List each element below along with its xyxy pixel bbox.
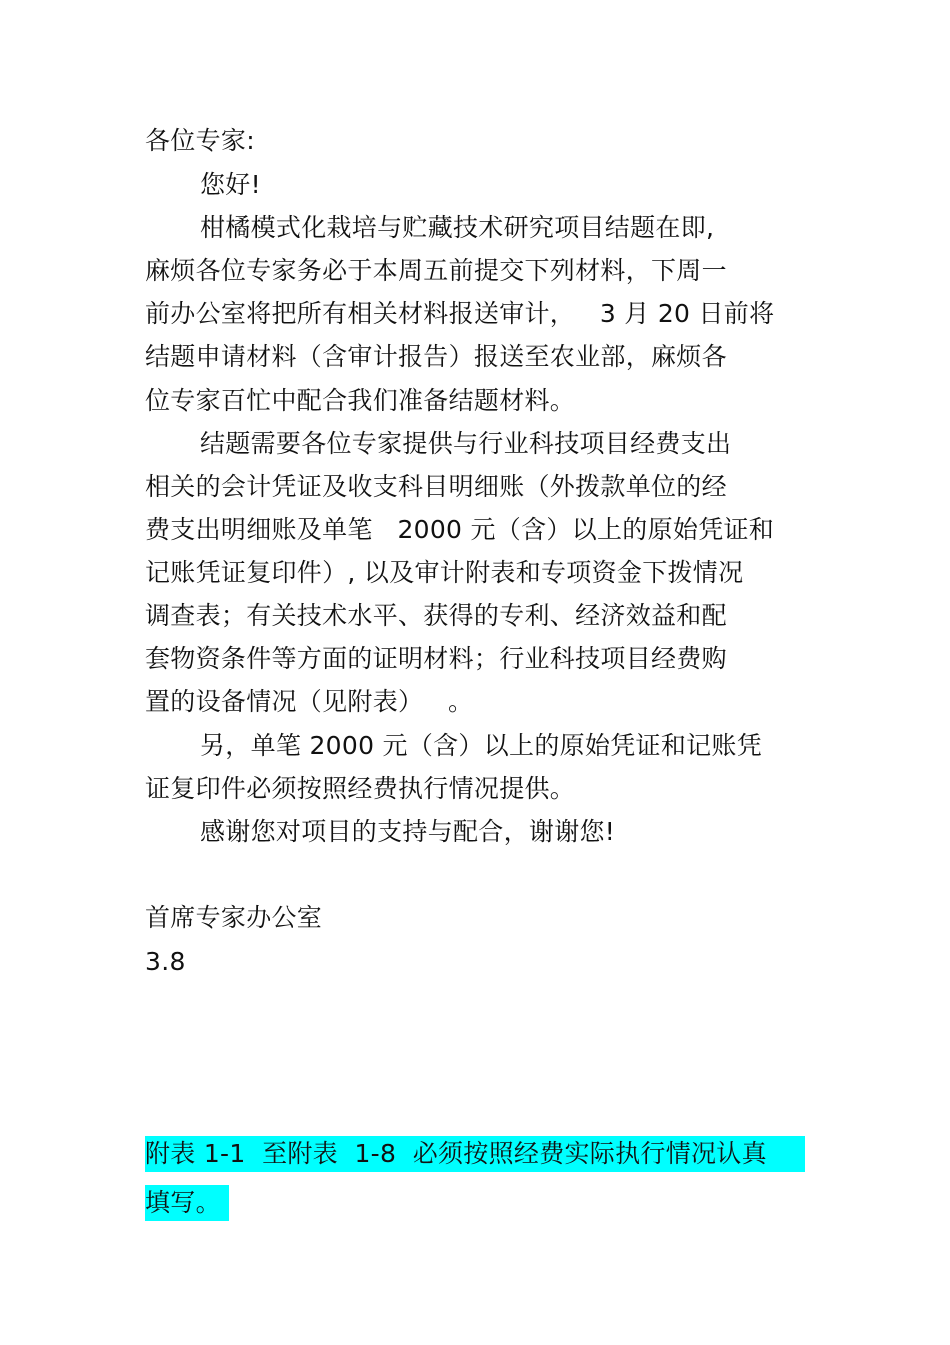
paragraph-line: 柑橘模式化栽培与贮藏技术研究项目结题在即, [200, 213, 715, 242]
paragraph-line: 记账凭证复印件）, 以及审计附表和专项资金下拨情况 [145, 558, 744, 587]
greeting: 各位专家: [145, 126, 255, 155]
signature-date: 3.8 [145, 947, 186, 976]
salutation: 您好! [200, 170, 261, 199]
paragraph-line: 结题需要各位专家提供与行业科技项目经费支出 [200, 429, 732, 458]
paragraph-line: 调查表；有关技术水平、获得的专利、经济效益和配 [145, 601, 727, 630]
paragraph-line: 费支出明细账及单笔 2000 元（含）以上的原始凭证和 [145, 515, 775, 544]
paragraph-line: 位专家百忙中配合我们准备结题材料。 [145, 386, 576, 415]
paragraph-line: 麻烦各位专家务必于本周五前提交下列材料，下周一 [145, 256, 727, 285]
paragraph-line: 置的设备情况（见附表） 。 [145, 687, 474, 716]
highlighted-note-line-2: 填写。 [145, 1185, 229, 1221]
paragraph-line: 前办公室将把所有相关材料报送审计， 3 月 20 日前将 [145, 299, 775, 328]
thanks-line: 感谢您对项目的支持与配合，谢谢您! [200, 817, 616, 846]
paragraph-line: 结题申请材料（含审计报告）报送至农业部，麻烦各 [145, 342, 727, 371]
paragraph-line: 相关的会计凭证及收支科目明细账（外拨款单位的经 [145, 472, 727, 501]
paragraph-line: 另，单笔 2000 元（含）以上的原始凭证和记账凭 [200, 731, 763, 760]
signature-office: 首席专家办公室 [145, 903, 323, 932]
paragraph-line: 套物资条件等方面的证明材料；行业科技项目经费购 [145, 644, 727, 673]
paragraph-line: 证复印件必须按照经费执行情况提供。 [145, 774, 576, 803]
highlighted-note-line-1: 附表 1-1 至附表 1-8 必须按照经费实际执行情况认真 [145, 1136, 805, 1172]
